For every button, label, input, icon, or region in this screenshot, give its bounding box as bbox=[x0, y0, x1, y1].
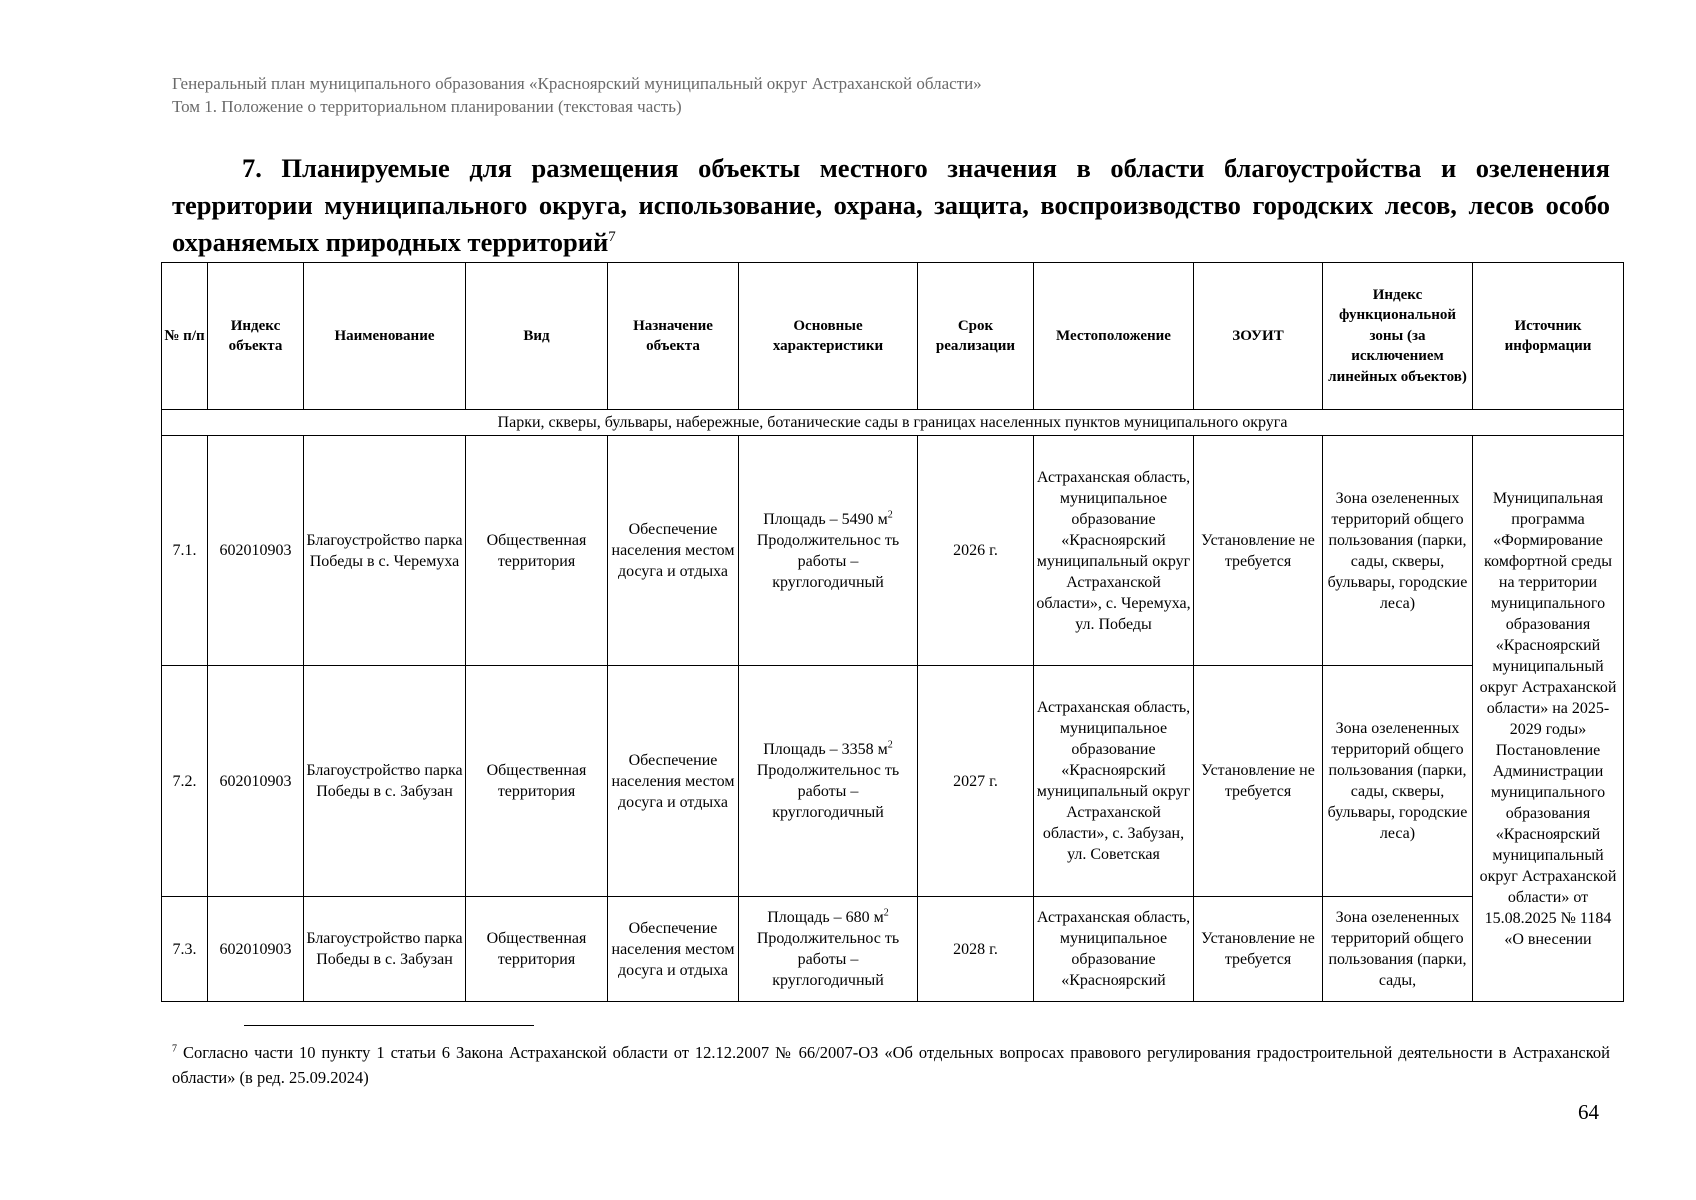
table-group-row bbox=[162, 410, 1624, 436]
area-unit-sup: 2 bbox=[887, 739, 893, 751]
table-header-row bbox=[162, 263, 1624, 410]
cell-characteristics bbox=[739, 666, 918, 897]
cell-location: Астраханская область, муниципальное образование «Красноярский bbox=[1034, 897, 1194, 1002]
cell-zone: Зона озелененных территорий общего пользования (парки, сады, скверы, бульвары, городские леса) bbox=[1323, 436, 1473, 666]
cell-index: 602010903 bbox=[208, 897, 304, 1002]
duration-value: Продолжительнос ть работы – круглогодичный bbox=[756, 762, 900, 821]
cell-characteristics bbox=[739, 897, 918, 1002]
cell-index: 602010903 bbox=[208, 666, 304, 897]
cell-zouit: Установление не требуется bbox=[1194, 666, 1323, 897]
cell-name: Благоустройство парка Победы в с. Черемуха bbox=[304, 436, 466, 666]
cell-num: 7.2. bbox=[162, 666, 208, 897]
footnote-text: Согласно части 10 пункту 1 статьи 6 Закона Астраханской области от 12.12.2007 № 66/2007-ОЗ «Об отдельных вопросах правового регулирования градостроительной деятельности в Астраханской области» (в ред. 25.09.2024) bbox=[172, 1043, 1610, 1087]
column-header: Местоположение bbox=[1034, 263, 1194, 410]
footnote bbox=[172, 1040, 1610, 1090]
cell-zone: Зона озелененных территорий общего пользования (парки, сады, скверы, бульвары, городские леса) bbox=[1323, 666, 1473, 897]
page-number: 64 bbox=[1578, 1100, 1599, 1124]
table-row bbox=[162, 897, 1624, 1002]
duration-value: Продолжительнос ть работы – круглогодичный bbox=[756, 531, 900, 591]
area-unit-sup: 2 bbox=[887, 509, 893, 521]
footnote-ref: 7 bbox=[608, 229, 616, 246]
table-row bbox=[162, 436, 1624, 666]
document-header-title: Генеральный план муниципального образования «Красноярский муниципальный округ Астраханской области» bbox=[172, 74, 982, 93]
area-unit-sup: 2 bbox=[883, 907, 889, 919]
footnote-divider bbox=[244, 1025, 534, 1026]
column-header: ЗОУИТ bbox=[1194, 263, 1323, 410]
cell-characteristics bbox=[739, 436, 918, 666]
cell-index: 602010903 bbox=[208, 436, 304, 666]
cell-num: 7.1. bbox=[162, 436, 208, 666]
table-row bbox=[162, 666, 1624, 897]
cell-zouit: Установление не требуется bbox=[1194, 436, 1323, 666]
cell-source: Муниципальная программа «Формирование комфортной среды на территории муниципального образования «Красноярский муниципальный округ Астраханской области» на 2025- 2029 годы» Постановление Администрации муниципального образования «Красноярский муниципальный округ Астраханской области» от 15.08.2025 № 1184 «О внесении bbox=[1473, 436, 1624, 1002]
column-header: Индекс функциональной зоны (за исключением линейных объектов) bbox=[1323, 263, 1473, 410]
column-header: Источник информации bbox=[1473, 263, 1624, 410]
section-title bbox=[172, 150, 1610, 261]
cell-purpose: Обеспечение населения местом досуга и отдыха bbox=[608, 897, 739, 1002]
column-header: Срок реализации bbox=[918, 263, 1034, 410]
cell-kind: Общественная территория bbox=[466, 897, 608, 1002]
group-title: Парки, скверы, бульвары, набережные, ботанические сады в границах населенных пунктов муниципального округа bbox=[162, 410, 1624, 436]
cell-term: 2027 г. bbox=[918, 666, 1034, 897]
cell-name: Благоустройство парка Победы в с. Забузан bbox=[304, 666, 466, 897]
column-header: № п/п bbox=[162, 263, 208, 410]
cell-location: Астраханская область, муниципальное образование «Красноярский муниципальный округ Астраханской области», с. Забузан, ул. Советская bbox=[1034, 666, 1194, 897]
objects-table bbox=[161, 262, 1624, 1002]
cell-zone: Зона озелененных территорий общего пользования (парки, сады, bbox=[1323, 897, 1473, 1002]
cell-location: Астраханская область, муниципальное образование «Красноярский муниципальный округ Астраханской области», с. Черемуха, ул. Победы bbox=[1034, 436, 1194, 666]
column-header: Индекс объекта bbox=[208, 263, 304, 410]
area-value: Площадь – 3358 м bbox=[763, 741, 888, 758]
column-header: Назначение объекта bbox=[608, 263, 739, 410]
column-header: Наименование bbox=[304, 263, 466, 410]
cell-purpose: Обеспечение населения местом досуга и отдыха bbox=[608, 436, 739, 666]
cell-purpose: Обеспечение населения местом досуга и отдыха bbox=[608, 666, 739, 897]
document-header-volume: Том 1. Положение о территориальном планировании (текстовая часть) bbox=[172, 97, 682, 116]
area-value: Площадь – 680 м bbox=[767, 909, 884, 926]
area-value: Площадь – 5490 м bbox=[763, 510, 888, 528]
section-title-text: 7. Планируемые для размещения объекты местного значения в области благоустройства и озеленения территории муниципального округа, использование, охрана, защита, воспроизводство городских лесов, лесов особо охраняемых природных территорий bbox=[172, 153, 1610, 257]
cell-kind: Общественная территория bbox=[466, 436, 608, 666]
duration-value: Продолжительнос ть работы – круглогодичный bbox=[756, 930, 900, 989]
cell-zouit: Установление не требуется bbox=[1194, 897, 1323, 1002]
cell-kind: Общественная территория bbox=[466, 666, 608, 897]
cell-num: 7.3. bbox=[162, 897, 208, 1002]
footnote-number: 7 bbox=[172, 1043, 177, 1055]
cell-name: Благоустройство парка Победы в с. Забузан bbox=[304, 897, 466, 1002]
cell-term: 2028 г. bbox=[918, 897, 1034, 1002]
column-header: Вид bbox=[466, 263, 608, 410]
column-header: Основные характеристики bbox=[739, 263, 918, 410]
cell-term: 2026 г. bbox=[918, 436, 1034, 666]
